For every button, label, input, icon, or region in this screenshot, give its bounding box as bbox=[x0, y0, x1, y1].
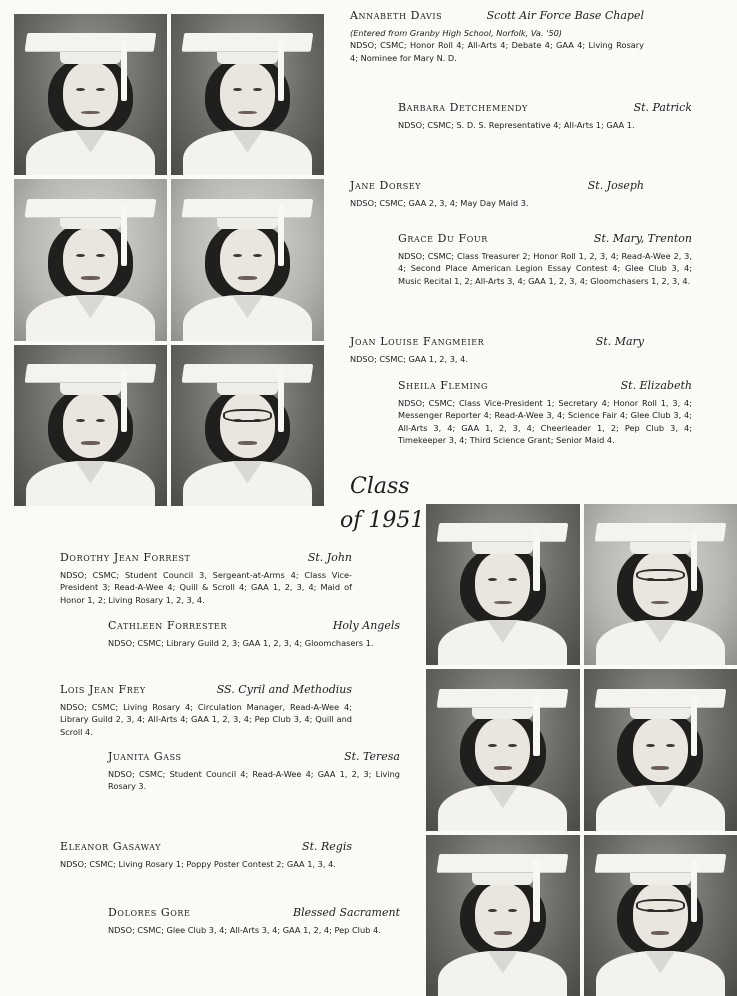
student-activities: NDSO; CSMC; GAA 2, 3, 4; May Day Maid 3. bbox=[350, 197, 529, 208]
student-activities: NDSO; CSMC; GAA 1, 2, 3, 4. bbox=[350, 353, 468, 364]
portrait-photo bbox=[584, 669, 737, 830]
student-entry bbox=[350, 336, 644, 365]
portrait-photo bbox=[14, 345, 167, 506]
photo-grid-top bbox=[14, 14, 324, 506]
student-entry bbox=[398, 380, 692, 447]
portrait-photo bbox=[14, 14, 167, 175]
student-entry bbox=[60, 684, 352, 738]
student-entry bbox=[108, 751, 400, 793]
student-activities: NDSO; CSMC; Student Council 4; Read-A-Wee 4; GAA 1, 2, 3; Living Rosary 3. bbox=[108, 768, 400, 792]
student-parish: Scott Air Force Base Chapel bbox=[486, 9, 644, 22]
student-entry bbox=[108, 907, 400, 936]
student-parish: St. John bbox=[307, 551, 352, 564]
student-activities: NDSO; CSMC; Class Vice-President 1; Secretary 4; Honor Roll 1, 3, 4; Messenger Reporter 4; Read-A-Wee 3, 4; Science Fair 4; Glee Club 3, 4; All-Arts 3, 4; GAA 1, 2, 3, 4; Cheerleader 1, 2; Pep Club 3, 4; Timekeeper 3, 4; Third Science Grant; Senior Maid 4. bbox=[398, 397, 692, 446]
portrait-photo bbox=[171, 345, 324, 506]
student-entry bbox=[60, 552, 352, 606]
student-activities: NDSO; CSMC; Living Rosary 1; Poppy Poster Contest 2; GAA 1, 3, 4. bbox=[60, 858, 336, 869]
student-name: Cathleen Forrester bbox=[108, 619, 228, 632]
student-name: Barbara Detchemendy bbox=[398, 101, 528, 114]
student-name: Sheila Fleming bbox=[398, 379, 489, 392]
class-heading-line2: of 1951 bbox=[340, 508, 425, 533]
student-activities: NDSO; CSMC; Honor Roll 4; All-Arts 4; Debate 4; GAA 4; Living Rosary 4; Nominee for Mary N. D. bbox=[350, 40, 644, 63]
student-entry bbox=[350, 180, 644, 209]
student-parish: St. Teresa bbox=[344, 750, 400, 763]
student-activities: NDSO; CSMC; Class Treasurer 2; Honor Roll 1, 2, 3, 4; Read-A-Wee 2, 3, 4; Second Place American Legion Essay Contest 4; Glee Club 3, 4; Music Recital 1, 2; All-Arts 3, 4; GAA 1, 2, 3, 4; Gloomchasers 1, 2, 3, 4. bbox=[398, 250, 692, 286]
student-name: Eleanor Gasaway bbox=[60, 840, 162, 853]
student-parish: St. Mary bbox=[595, 335, 644, 348]
student-parish: Holy Angels bbox=[332, 619, 400, 632]
student-name: Joan Louise Fangmeier bbox=[350, 335, 485, 348]
student-parish: St. Mary, Trenton bbox=[593, 232, 692, 245]
student-name: Annabeth Davis bbox=[350, 9, 443, 22]
student-activities: NDSO; CSMC; S. D. S. Representative 4; All-Arts 1; GAA 1. bbox=[398, 119, 635, 130]
student-activities: NDSO; CSMC; Living Rosary 4; Circulation Manager, Read-A-Wee 4; Library Guild 2, 3, 4; All-Arts 4; GAA 1, 2, 3, 4; Pep Club 3, 4; Quill and Scroll 4. bbox=[60, 701, 352, 737]
student-parish: Blessed Sacrament bbox=[293, 906, 400, 919]
portrait-photo bbox=[426, 835, 580, 996]
portrait-photo bbox=[584, 504, 737, 665]
portrait-photo bbox=[14, 179, 167, 340]
photo-grid-bottom bbox=[426, 504, 737, 996]
student-name: Dolores Gore bbox=[108, 906, 191, 919]
student-entry bbox=[398, 102, 692, 131]
portrait-photo bbox=[426, 669, 580, 830]
student-parish: St. Joseph bbox=[587, 179, 644, 192]
portrait-photo bbox=[426, 504, 580, 665]
student-name: Dorothy Jean Forrest bbox=[60, 551, 191, 564]
student-parish: St. Patrick bbox=[633, 101, 692, 114]
student-activities: NDSO; CSMC; Glee Club 3, 4; All-Arts 3, 4; GAA 1, 2, 4; Pep Club 4. bbox=[108, 924, 381, 935]
class-heading-line1: Class bbox=[350, 474, 410, 499]
portrait-photo bbox=[171, 179, 324, 340]
student-name: Lois Jean Frey bbox=[60, 683, 146, 696]
student-entry bbox=[398, 233, 692, 287]
student-entry bbox=[108, 620, 400, 649]
student-activities: NDSO; CSMC; Student Council 3, Sergeant-at-Arms 4; Class Vice-President 3; Read-A-Wee 4; Quill & Scroll 4; GAA 1, 2, 3, 4; Maid of Honor 1, 2; Living Rosary 1, 2, 3, 4. bbox=[60, 569, 352, 605]
student-parish: St. Regis bbox=[302, 840, 352, 853]
student-parish: St. Elizabeth bbox=[620, 379, 692, 392]
student-parish: SS. Cyril and Methodius bbox=[216, 683, 352, 696]
student-note: (Entered from Granby High School, Norfolk, Va. '50) bbox=[350, 27, 562, 38]
portrait-photo bbox=[171, 14, 324, 175]
student-name: Grace Du Four bbox=[398, 232, 488, 245]
student-name: Jane Dorsey bbox=[350, 179, 422, 192]
portrait-photo bbox=[584, 835, 737, 996]
student-name: Juanita Gass bbox=[108, 750, 182, 763]
student-activities: NDSO; CSMC; Library Guild 2, 3; GAA 1, 2, 3, 4; Gloomchasers 1. bbox=[108, 637, 374, 648]
student-entry bbox=[350, 10, 644, 64]
student-entry bbox=[60, 841, 352, 870]
